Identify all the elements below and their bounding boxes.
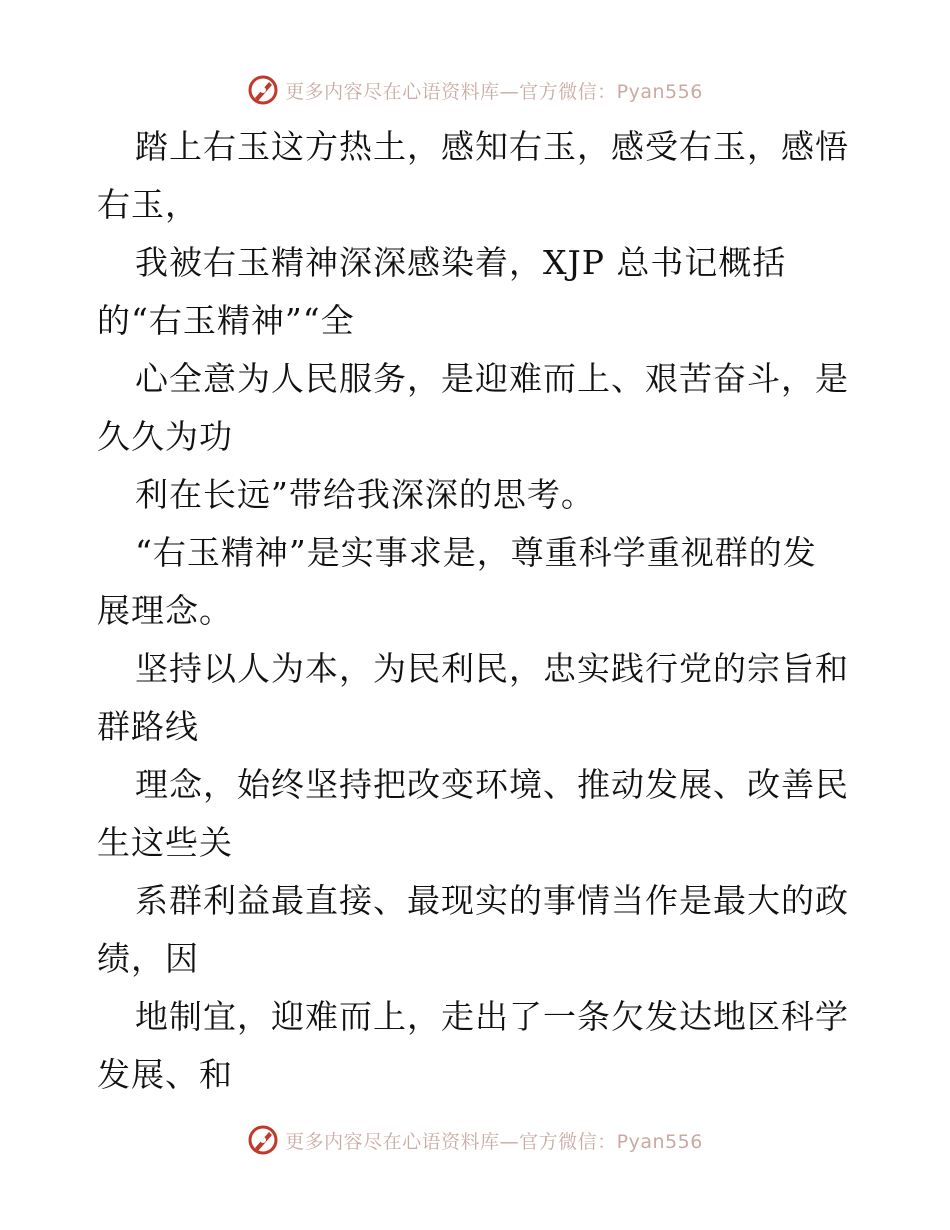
paragraph-8-line-1: 系群利益最直接、最现实的事情当作是最大的政 [135, 881, 849, 920]
paragraph-6-line-2: 群路线 [97, 707, 199, 746]
paragraph-2-line-1: 我被右玉精神深深感染着，XJP 总书记概括 [135, 243, 787, 282]
paragraph-4-line-1: 利在长远”带给我深深的思考。 [135, 475, 595, 514]
paragraph-3-line-2: 久久为功 [97, 417, 233, 456]
paragraph-7-line-2: 生这些关 [97, 823, 233, 862]
paragraph-9-line-1: 地制宜，迎难而上，走出了一条欠发达地区科学 [135, 997, 849, 1036]
paragraph-2-line-2: 的“右玉精神”“全 [97, 301, 355, 340]
paragraph-4 [97, 466, 857, 524]
pen-logo-icon [247, 1124, 279, 1156]
paragraph-1-line-2: 右玉， [97, 185, 199, 224]
document-body [97, 118, 857, 1104]
paragraph-2 [97, 234, 857, 350]
paragraph-6 [97, 640, 857, 756]
paragraph-5 [97, 524, 857, 640]
paragraph-1-line-1: 踏上右玉这方热土，感知右玉，感受右玉，感悟 [135, 127, 849, 166]
paragraph-7-line-1: 理念，始终坚持把改变环境、推动发展、改善民 [135, 765, 849, 804]
paragraph-9-line-2: 发展、和 [97, 1055, 233, 1094]
paragraph-8-line-2: 绩，因 [97, 939, 199, 978]
paragraph-6-line-1: 坚持以人为本，为民利民，忠实践行党的宗旨和 [135, 649, 849, 688]
header-banner [0, 70, 950, 110]
paragraph-9 [97, 988, 857, 1104]
paragraph-5-line-2: 展理念。 [97, 591, 233, 630]
paragraph-3-line-1: 心全意为人民服务，是迎难而上、艰苦奋斗，是 [135, 359, 849, 398]
paragraph-7 [97, 756, 857, 872]
paragraph-1 [97, 118, 857, 234]
header-banner-text: 更多内容尽在心语资料库—官方微信：Pyan556 [285, 80, 703, 103]
paragraph-3 [97, 350, 857, 466]
pen-logo-icon [247, 74, 279, 106]
footer-banner-text: 更多内容尽在心语资料库—官方微信：Pyan556 [285, 1130, 703, 1153]
paragraph-8 [97, 872, 857, 988]
paragraph-5-line-1: “右玉精神”是实事求是，尊重科学重视群的发 [135, 533, 817, 572]
footer-banner [0, 1120, 950, 1160]
